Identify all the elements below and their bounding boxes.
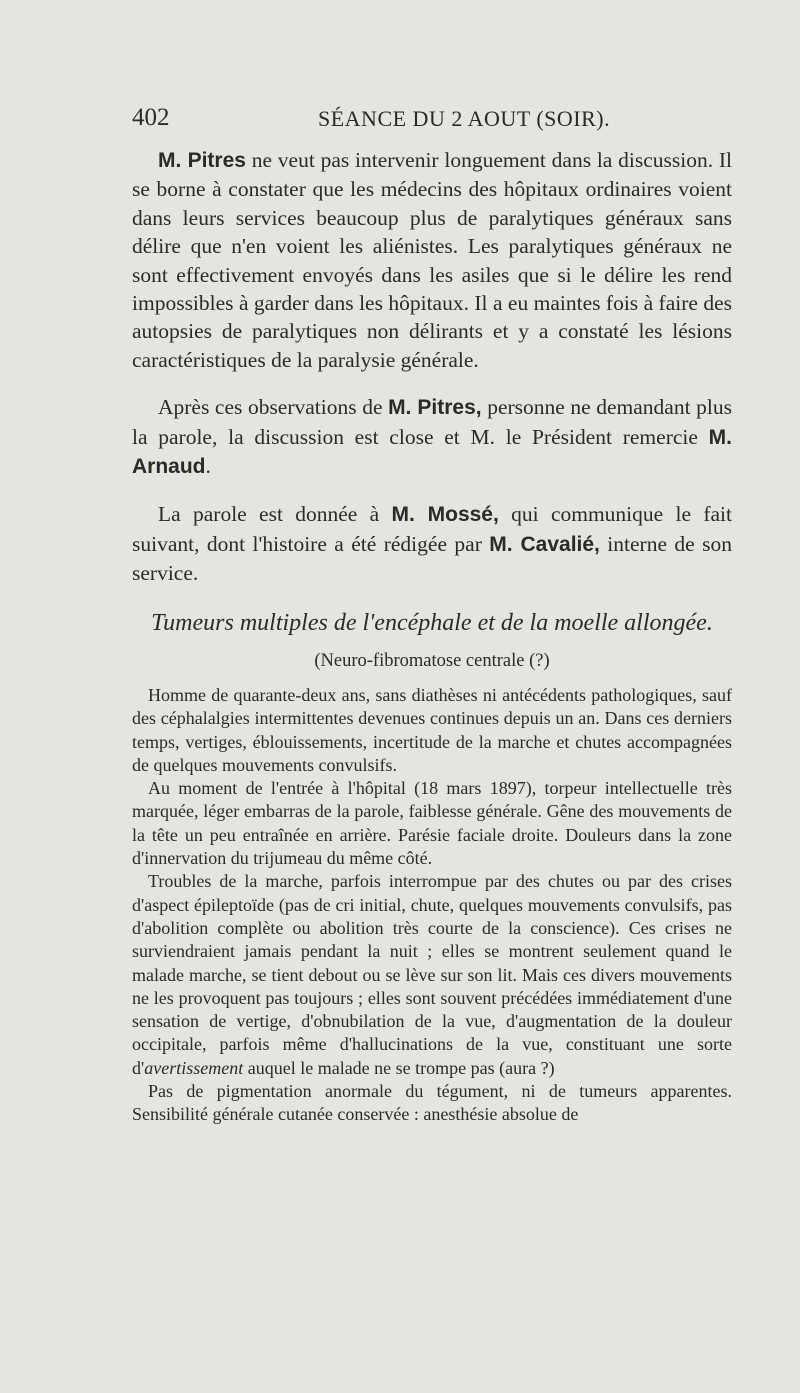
paragraph-text: . <box>205 454 211 479</box>
paragraph-text: personne ne demandant plus la parole, la discussion est close et M. le Président remercie <box>132 395 732 449</box>
page-number: 402 <box>132 104 170 131</box>
speaker-name: M. Mossé, <box>391 503 499 527</box>
case-paragraph-1: Homme de quarante-deux ans, sans diathèses ni antécédents pathologiques, sauf des céphalalgies intermittentes devenues continues depuis un an. Dans ces derniers temps, vertiges, éblouissements, incertitude de la marche et chutes accompagnées de quelques mouvements convulsifs. <box>132 685 732 775</box>
paragraph-mosse <box>132 500 732 587</box>
case-paragraph-4: Pas de pigmentation anormale du tégument, ni de tumeurs apparentes. Sensibilité générale cutanée conservée : anesthésie absolue de <box>132 1081 732 1125</box>
italic-term: avertissement <box>144 1057 244 1078</box>
section-title: Tumeurs multiples de l'encéphale et de la moelle allongée. <box>151 610 713 636</box>
running-head: SÉANCE DU 2 AOUT (SOIR). <box>318 106 611 131</box>
speaker-name: M. Pitres <box>158 149 246 172</box>
case-report <box>132 684 732 1127</box>
speaker-name: M. Pitres, <box>388 396 482 420</box>
paragraph-text: Troubles de la marche, parfois interrompue par des chutes ou par des crises d'aspect épileptoïde (pas de cri initial, chute, quelques mouvements convulsifs, pas d'abolition complète ou abolition très courte de la conscience). Ces crises ne surviendraient jamais pendant la nuit ; elles se montrent seulement quand le malade marche, se tient debout ou se lève sur son lit. Mais ces divers mouvements ne les provoquent pas toujours ; elles sont souvent précédées immédiatement d'une sensation de vertige, d'obnubilation de la vue, d'augmentation de la douleur occipitale, parfois même d'hallucinations de la vue, constituant une sorte d' <box>132 871 732 1078</box>
case-paragraph-2: Au moment de l'entrée à l'hôpital (18 mars 1897), torpeur intellectuelle très marquée, léger embarras de la parole, faiblesse générale. Gêne des mouvements de la tête un peu entraînée en arrière. Parésie faciale droite. Douleurs dans la zone d'innervation du trijumeau du même côté. <box>132 778 732 869</box>
intro-discussion <box>132 146 732 607</box>
paragraph-text: auquel le malade ne se trompe pas (aura ?) <box>243 1057 555 1078</box>
paragraph-closure <box>132 393 732 481</box>
speaker-name: M. Arnaud <box>132 425 732 479</box>
paragraph-text: La parole est donnée à <box>158 502 392 527</box>
paragraph-text: interne de son service. <box>132 531 732 586</box>
page-header <box>132 104 732 140</box>
section-subtitle: (Neuro-fibromatose centrale (?) <box>314 651 550 671</box>
paragraph-text: qui communique le fait suivant, dont l'histoire a été rédigée par <box>132 502 733 556</box>
paragraph-text: ne veut pas intervenir longuement dans la discussion. Il se borne à constater que les médecins des hôpitaux ordinaires voient dans leurs services beaucoup plus de paralytiques généraux sans délire que n'en voient les aliénistes. Les paralytiques généraux ne sont effectivement envoyés dans les asiles que si le délire les rend impossibles à garder dans les hôpitaux. Il a eu maintes fois à faire des autopsies de paralytiques non délirants et y a constaté les lésions caractéristiques de la paralysie générale. <box>132 148 732 372</box>
case-paragraph-3 <box>132 870 732 1080</box>
speaker-name: M. Cavalié, <box>489 532 600 556</box>
paragraph-text: Après ces observations de <box>158 395 389 420</box>
paragraph-pitres <box>132 146 732 374</box>
